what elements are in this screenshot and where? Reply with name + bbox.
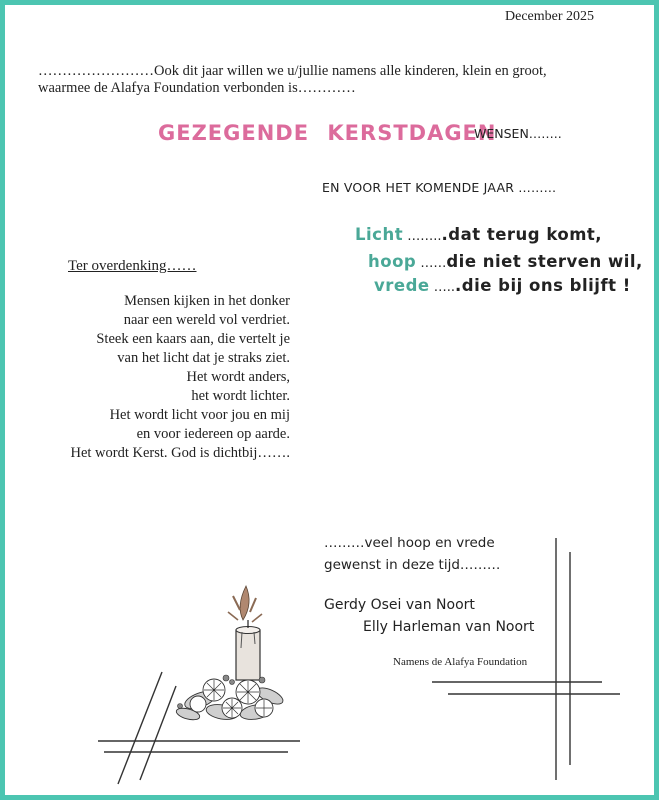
wish-rest: .die bij ons blijft ! [455, 276, 631, 295]
poem-line: Steek een kaars aan, die vertelt je [96, 331, 290, 347]
wish-keyword: Licht [355, 225, 404, 244]
signer-name-2: Elly Harleman van Noort [363, 619, 535, 635]
intro-line-1: ……………………Ook dit jaar willen we u/jullie namens alle kinderen, klein en groot, [38, 63, 547, 79]
wish-dots: …….. [403, 229, 442, 244]
poem-line: van het licht dat je straks ziet. [117, 350, 290, 366]
letter-date: December 2025 [505, 9, 595, 24]
poem-line: Mensen kijken in het donker [124, 293, 290, 309]
wish-rest: die niet sterven wil, [446, 252, 643, 271]
wish-keyword: vrede [374, 276, 430, 295]
signer-name-1: Gerdy Osei van Noort [324, 597, 475, 613]
poem-line: het wordt lichter. [191, 388, 290, 404]
komende-jaar-text: EN VOOR HET KOMENDE JAAR ……… [322, 180, 557, 195]
wish-keyword: hoop [368, 252, 417, 271]
wish-dots: ….. [429, 280, 455, 295]
closing-line-1: ………veel hoop en vrede [324, 535, 495, 551]
closing-line-2: gewenst in deze tijd……… [324, 557, 501, 573]
foundation-signature: Namens de Alafya Foundation [393, 656, 528, 668]
wish-dots: …… [416, 256, 447, 271]
intro-line-2: waarmee de Alafya Foundation verbonden is………… [38, 80, 356, 96]
poem-line: Het wordt licht voor jou en mij [109, 407, 290, 423]
greeting-heading: GEZEGENDE KERSTDAGEN [158, 121, 497, 145]
reflection-heading: Ter overdenking…… [68, 258, 197, 274]
wensen-text: WENSEN…….. [474, 126, 562, 141]
wish-rest: .dat terug komt, [441, 225, 603, 244]
poem-line: en voor iedereen op aarde. [136, 426, 290, 442]
poem-line: Het wordt anders, [186, 369, 290, 385]
poem-line: naar een wereld vol verdriet. [123, 312, 290, 328]
poem-line: Het wordt Kerst. God is dichtbij……. [70, 445, 290, 461]
